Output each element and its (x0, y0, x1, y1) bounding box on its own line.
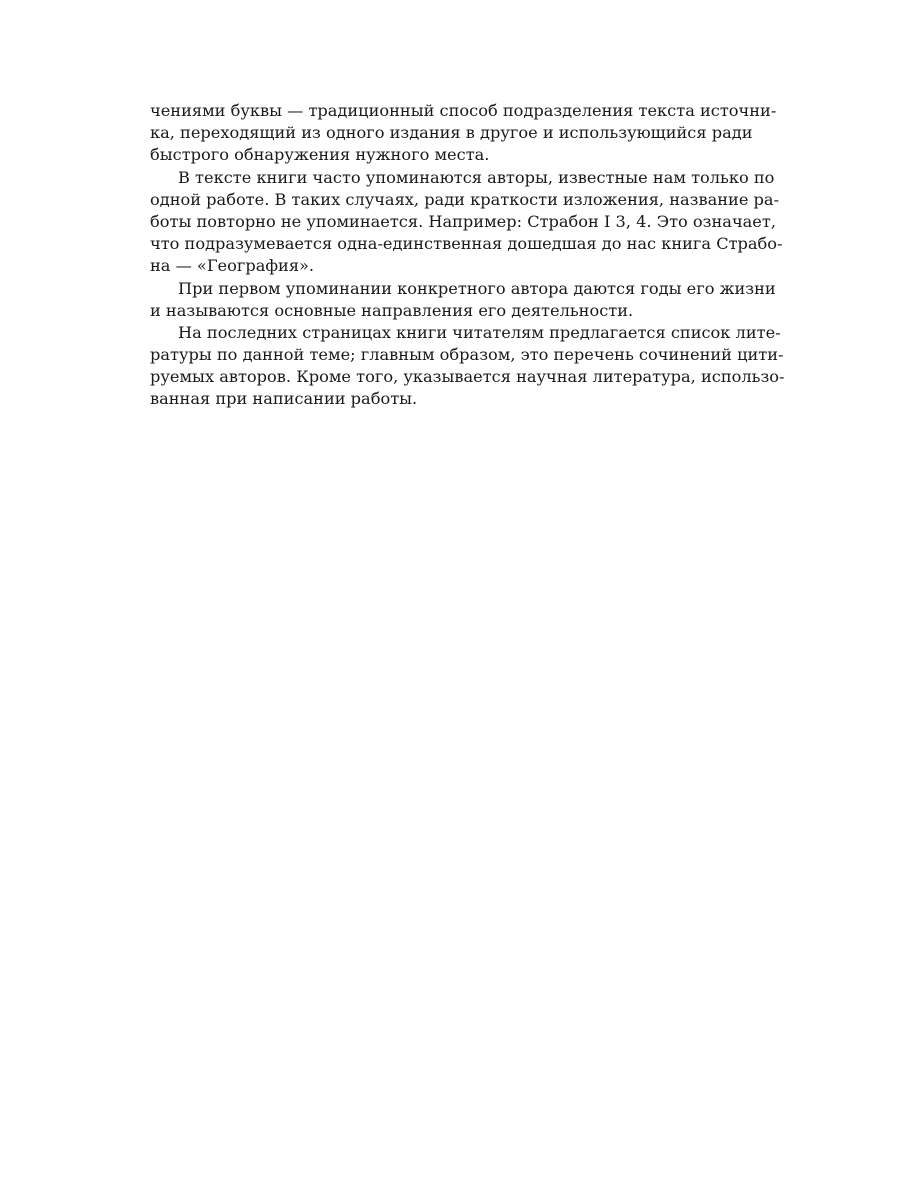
text-line: ванная при написании работы. (150, 389, 418, 409)
paragraph (150, 167, 783, 278)
text-line: на — «География». (150, 256, 315, 276)
body-text (150, 100, 785, 411)
text-line: ка, переходящий из одного издания в другое и использующийся ради (150, 123, 753, 143)
text-line: руемых авторов. Кроме того, указывается научная литература, использо- (150, 367, 785, 387)
paragraph (150, 278, 776, 322)
text-line: быстрого обнаружения нужного места. (150, 145, 490, 165)
text-line: боты повторно не упоминается. Например: Страбон I 3, 4. Это означает, (150, 211, 776, 231)
paragraph (150, 100, 777, 167)
text-line: и называются основные направления его деятельности. (150, 300, 634, 320)
paragraph (150, 322, 785, 411)
text-line: что подразумевается одна-единственная дошедшая до нас книга Страбо- (150, 234, 783, 254)
text-line: ратуры по данной теме; главным образом, это перечень сочинений цити- (150, 345, 784, 365)
text-line: чениями буквы — традиционный способ подразделения текста источни- (150, 101, 777, 120)
text-line: одной работе. В таких случаях, ради краткости изложения, название ра- (150, 189, 780, 209)
text-line: При первом упоминании конкретного автора даются годы его жизни (178, 278, 776, 298)
text-line: В тексте книги часто упоминаются авторы, известные нам только по (178, 167, 775, 187)
text-line: На последних страницах книги читателям предлагается список лите- (178, 322, 781, 342)
